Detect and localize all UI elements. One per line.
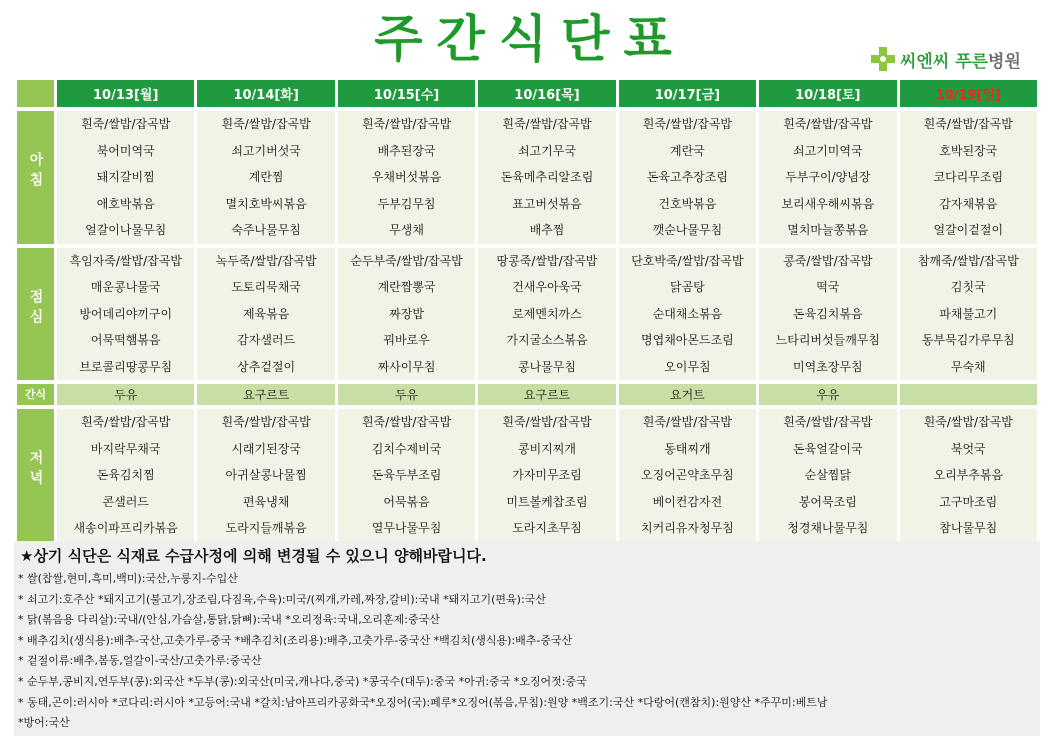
breakfast-label-text: 아침 [27,152,44,193]
snack-cell: 요구르트 [197,384,334,405]
origin-list [18,569,1036,734]
menu-item: 순살찜닭 [804,468,851,482]
breakfast-cell [197,111,334,244]
menu-item: 돈육두부조림 [371,468,442,482]
menu-item: 김칫국 [950,280,986,294]
snack-cell: 두유 [57,384,194,405]
dinner-cell [338,409,475,542]
lunch-cell [900,248,1037,381]
day-header-row [17,80,1037,107]
menu-item: 오이무침 [664,359,711,374]
origin-line: * 배추김치(생식용):배추-국산,고춧가루-중국 *배추김치(조리용):배추,고춧가루-중국산 *백김치(생식용):배추-중국산 [18,633,573,647]
menu-item: 오징어곤약초무침 [641,468,734,482]
menu-item: 흰죽/쌀밥/잡곡밥 [502,117,592,131]
origin-line: * 닭(볶음용 다리살):국내/(안심,가슴살,통닭,닭뼈):국내 *오리정육:국내,오리훈제:중국산 [18,613,440,627]
menu-item: 계란찜 [248,170,284,184]
menu-item: 흰죽/쌀밥/잡곡밥 [923,415,1013,429]
menu-item: 배추찜 [529,223,565,237]
menu-item: 계란짬뽕국 [377,280,436,294]
menu-item: 방어데리야끼구이 [79,306,173,321]
menu-item: 순대채소볶음 [652,306,723,321]
menu-item: 흰죽/쌀밥/잡곡밥 [81,415,171,429]
menu-item: 흰죽/쌀밥/잡곡밥 [642,415,733,429]
menu-item: 멸치마늘쫑볶음 [787,223,869,237]
menu-item: 쇠고기버섯국 [231,143,301,158]
menu-item: 흰죽/쌀밥/잡곡밥 [783,415,873,429]
menu-item: 우채버섯볶음 [371,170,442,184]
menu-item: 짜사이무침 [377,359,436,374]
menu-item: 흰죽/쌀밥/잡곡밥 [81,117,171,131]
menu-item: 흰죽/쌀밥/잡곡밥 [221,117,311,131]
origin-line: * 순두부,콩비지,연두부(콩):외국산 *두부(콩):외국산(미국,캐나다,중국) *콩국수(대두):중국 *아귀:중국 *오징어젓:중국 [18,674,587,688]
logo-hospital-text: 병원 [988,51,1021,72]
origin-line: *방어:국산 [18,716,70,730]
dinner-cell [197,409,334,542]
lunch-cell [619,248,756,381]
menu-item: 꿔바로우 [383,333,430,347]
day-header: 10/18[토] [759,80,896,107]
menu-item: 계란국 [670,143,705,158]
day-header: 10/15[수] [338,80,475,107]
page-title: 주간식단표 [374,10,686,68]
menu-item: 미역초장무침 [793,359,863,374]
lunch-cell [197,248,334,381]
notice-box [14,541,1040,736]
menu-item: 편육냉채 [242,494,290,509]
menu-item: 감자샐러드 [237,333,296,347]
snack-row [17,384,1037,405]
lunch-cell [759,248,896,381]
menu-item: 단호박죽/쌀밥/잡곡밥 [631,253,744,268]
menu-item: 느타리버섯들깨무침 [775,333,880,347]
menu-item: 흰죽/쌀밥/잡곡밥 [923,117,1013,131]
dinner-cell [900,409,1037,542]
menu-item: 숙주나물무침 [231,223,301,237]
dinner-cell [619,409,756,542]
breakfast-cell [338,111,475,244]
menu-item: 어묵볶음 [383,494,430,509]
day-header: 10/13[월] [57,80,194,107]
menu-item: 로제멘치까스 [512,306,582,321]
hospital-logo [870,40,1021,78]
origin-line: * 겉절이류:배추,봄동,얼갈이-국산/고춧가루:중국산 [18,654,262,668]
menu-item: 흰죽/쌀밥/잡곡밥 [361,117,452,131]
lunch-cell [57,248,194,381]
menu-item: 돈육메추리알조림 [500,170,594,184]
menu-item: 쇠고기미역국 [793,143,863,158]
menu-item: 감자채볶음 [939,196,998,211]
menu-item: 북어미역국 [96,143,155,158]
dinner-label-text: 저녁 [27,450,44,491]
menu-item: 새송이파프리카볶음 [73,521,178,535]
menu-item: 명엽채아몬드조림 [641,333,734,347]
notice-headline: ★상기 식단은 식재료 수급사정에 의해 변경될 수 있으니 양해바랍니다. [20,547,487,565]
menu-item: 동부묵김가루무침 [921,333,1015,347]
menu-item: 열무나물무침 [371,521,442,535]
lunch-label [17,248,54,381]
menu-item: 순두부죽/쌀밥/잡곡밥 [350,253,463,268]
menu-item: 제육볶음 [242,306,290,321]
menu-item: 애호박볶음 [96,196,155,211]
breakfast-cell [900,111,1037,244]
snack-cell: 요거트 [619,384,756,405]
breakfast-row [17,111,1037,244]
menu-item: 김치수제비국 [371,441,442,456]
menu-item: 흰죽/쌀밥/잡곡밥 [502,415,592,429]
menu-item: 돈육얼갈이국 [793,441,863,456]
menu-item: 두부구이/양념장 [785,170,871,184]
menu-item: 브로콜리땅콩무침 [79,359,173,374]
menu-item: 돈육김치찜 [96,468,155,482]
menu-item: 돼지갈비찜 [96,170,155,184]
menu-item: 흰죽/쌀밥/잡곡밥 [642,117,733,131]
menu-item: 가자미무조림 [512,468,582,482]
menu-item: 콩나물무침 [517,359,576,374]
breakfast-cell [619,111,756,244]
dinner-label [17,409,54,542]
menu-item: 보리새우해씨볶음 [781,196,875,211]
menu-item: 베이컨감자전 [652,494,723,509]
menu-item: 파채불고기 [939,306,998,321]
menu-item: 건호박볶음 [658,196,717,211]
menu-item: 흰죽/쌀밥/잡곡밥 [221,415,311,429]
origin-line: * 동태,곤이:러시아 *코다리:러시아 *고등어:국내 *갈치:남아프리카공화국*오징어(국):페루*오징어(볶음,무침):원양 *백조기:국산 *다랑어(캔참치):원양산 *주꾸미:베트남 [18,695,828,709]
menu-item: 돈육고추장조림 [646,170,728,184]
menu-item: 청경채나물무침 [787,521,869,535]
menu-item: 닭곰탕 [670,280,705,294]
menu-item: 아귀살콩나물찜 [225,468,307,482]
dinner-cell [759,409,896,542]
menu-item: 호박된장국 [939,143,998,158]
day-header: 10/17[금] [619,80,756,107]
menu-item: 땅콩죽/쌀밥/잡곡밥 [496,253,598,268]
lunch-cell [338,248,475,381]
menu-item: 참깨죽/쌀밥/잡곡밥 [917,253,1019,268]
menu-item: 배추된장국 [377,143,436,158]
menu-item: 시래기된장국 [231,441,301,456]
menu-item: 도라지들깨볶음 [225,521,307,535]
green-cross-logo-icon [870,46,896,72]
menu-item: 떡국 [816,280,840,294]
menu-item: 무숙채 [950,359,986,374]
menu-item: 건새우아욱국 [512,280,582,294]
menu-item: 도라지초무침 [512,521,582,535]
menu-item: 표고버섯볶음 [512,196,582,211]
menu-item: 매운콩나물국 [90,280,161,294]
snack-label: 간식 [17,384,54,405]
menu-item: 상추겉절이 [237,359,296,374]
dinner-row [17,409,1037,542]
breakfast-label [17,111,54,244]
menu-item: 북엇국 [950,441,986,456]
menu-item: 동태찌개 [664,441,711,456]
menu-item: 봉어묵조림 [798,494,857,509]
menu-item: 미트볼케찹조림 [506,494,588,509]
snack-cell [900,384,1037,405]
menu-item: 얼갈이겉절이 [933,223,1004,237]
breakfast-cell [478,111,615,244]
menu-item: 흰죽/쌀밥/잡곡밥 [361,415,452,429]
dinner-cell [57,409,194,542]
menu-item: 얼갈이나물무침 [85,223,167,237]
menu-item: 참나물무침 [939,521,998,535]
lunch-cell [478,248,615,381]
breakfast-cell [759,111,896,244]
menu-item: 두부김무침 [377,196,436,211]
lunch-row [17,248,1037,381]
menu-item: 돈육김치볶음 [793,306,863,321]
menu-item: 어묵떡햄볶음 [90,333,161,347]
menu-item: 콩죽/쌀밥/잡곡밥 [783,253,873,268]
snack-cell: 요구르트 [478,384,615,405]
menu-item: 콩비지찌개 [517,441,576,456]
menu-item: 콘샐러드 [102,494,149,509]
menu-item: 깻순나물무침 [652,223,723,237]
snack-cell: 두유 [338,384,475,405]
lunch-label-text: 점심 [27,288,44,329]
menu-item: 멸치호박씨볶음 [225,196,307,211]
menu-item: 오리부추볶음 [933,468,1004,482]
menu-item: 무생채 [389,223,424,237]
day-header-sunday: 10/19[일] [900,80,1037,107]
snack-cell: 우유 [759,384,896,405]
logo-brand-text: 씨엔씨 푸른 [900,51,989,72]
menu-item: 도토리묵채국 [231,280,301,294]
day-header: 10/16[목] [478,80,615,107]
menu-item: 녹두죽/쌀밥/잡곡밥 [215,253,317,268]
header-corner [17,80,54,107]
menu-item: 코다리무조림 [933,170,1004,184]
menu-item: 바지락무채국 [90,441,161,456]
breakfast-cell [57,111,194,244]
dinner-cell [478,409,615,542]
weekly-menu-table [14,80,1040,542]
origin-line: * 쇠고기:호주산 *돼지고기(불고기,장조림,다짐육,수육):미국/(찌개,카레,짜장,갈비):국내 *돼지고기(편육):국산 [18,592,546,606]
menu-item: 고구마조림 [939,494,998,509]
day-header: 10/14[화] [197,80,334,107]
menu-item: 흑임자죽/쌀밥/잡곡밥 [69,253,182,268]
menu-item: 쇠고기무국 [517,143,576,158]
menu-item: 짜장밥 [389,306,424,321]
origin-line: * 쌀(찹쌀,현미,흑미,백미):국산,누룽지-수입산 [18,572,238,585]
menu-item: 가지굴소스볶음 [506,333,588,347]
menu-item: 흰죽/쌀밥/잡곡밥 [783,117,873,131]
menu-item: 치커리유자청무침 [641,521,734,535]
